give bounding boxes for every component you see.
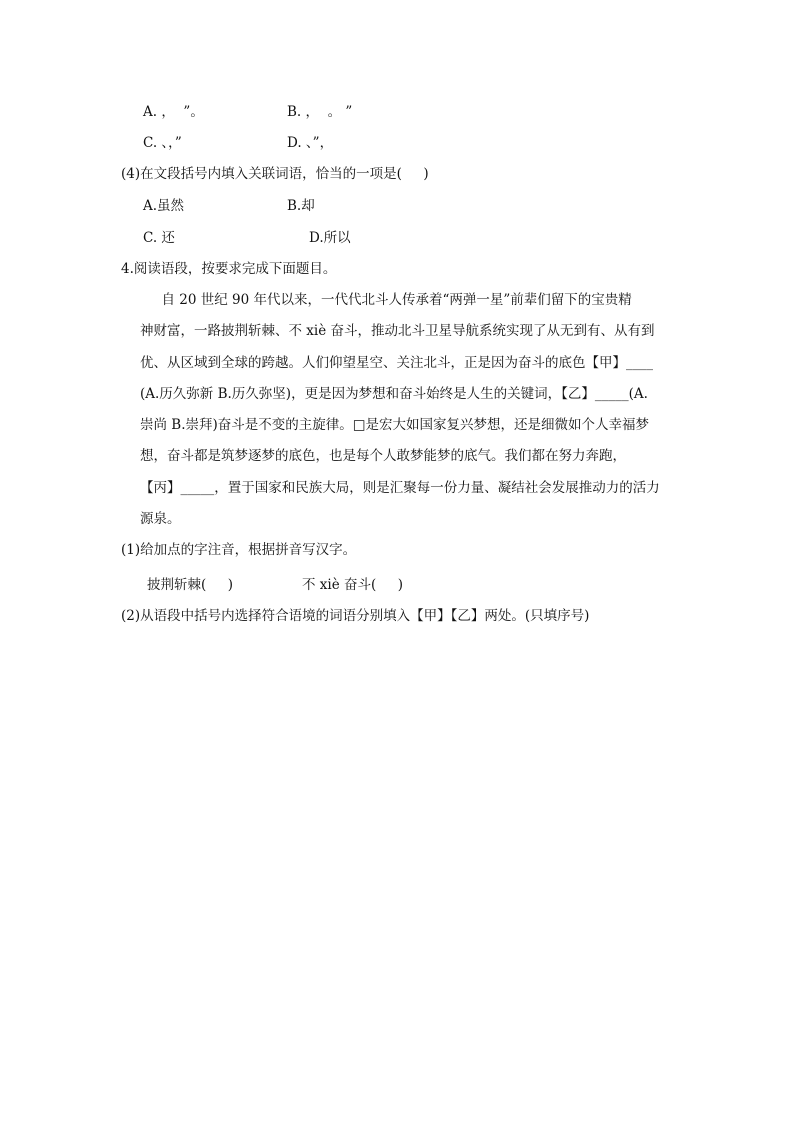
q3-option-a: A. ， ”。 bbox=[143, 104, 204, 120]
passage-line: 神财富，一路披荆斩棘、不 xiè 奋斗，推动北斗卫星导航系统实现了从无到有、从有到 bbox=[140, 323, 655, 340]
q4-option-b: B.却 bbox=[287, 198, 315, 214]
passage-line: 优、从区域到全球的跨越。人们仰望星空、关注北斗，正是因为奋斗的底色【甲】____ bbox=[140, 354, 653, 371]
sub-question-2-stem: (2)从语段中括号内选择符合语境的词语分别填入【甲】【乙】两处。(只填序号) bbox=[121, 608, 590, 624]
passage-line: 崇尚 B.崇拜)奋斗是不变的主旋律。□是宏大如国家复兴梦想，还是细微如个人幸福梦 bbox=[140, 417, 650, 434]
passage-line: 自 20 世纪 90 年代以来，一代代北斗人传承着“两弹一星”前辈们留下的宝贵精 bbox=[140, 292, 632, 308]
sub-question-1-stem: (1)给加点的字注音，根据拼音写汉字。 bbox=[121, 542, 357, 558]
reading-passage bbox=[140, 285, 676, 535]
q4-stem: (4)在文段括号内填入关联词语，恰当的一项是( ) bbox=[121, 166, 429, 182]
passage-line: 【丙】_____，置于国家和民族大局，则是汇聚每一份力量、凝结社会发展推动力的活力 bbox=[140, 479, 660, 496]
q4-option-a: A.虽然 bbox=[143, 198, 185, 214]
passage-line: 想，奋斗都是筑梦逐梦的底色，也是每个人敢梦能梦的底气。我们都在努力奔跑， bbox=[140, 448, 626, 465]
q4-option-d: D.所以 bbox=[309, 230, 351, 246]
q3-option-d: D. 、”， bbox=[287, 135, 334, 151]
q4-option-c: C. 还 bbox=[143, 230, 175, 246]
sub-question-1-item-b: 不 xiè 奋斗( ) bbox=[302, 577, 403, 593]
q3-option-c: C. 、，” bbox=[143, 135, 182, 151]
passage-line: 源泉。 bbox=[140, 511, 181, 528]
passage-line: (A.历久弥新 B.历久弥坚)，更是因为梦想和奋斗始终是人生的关键词，【乙】_____(A. bbox=[140, 385, 648, 402]
q5-heading: 4.阅读语段，按要求完成下面题目。 bbox=[121, 261, 337, 277]
sub-question-1-item-a: 披荆斩棘( ) bbox=[147, 577, 233, 593]
q3-option-b: B. ， 。 ” bbox=[287, 104, 353, 120]
